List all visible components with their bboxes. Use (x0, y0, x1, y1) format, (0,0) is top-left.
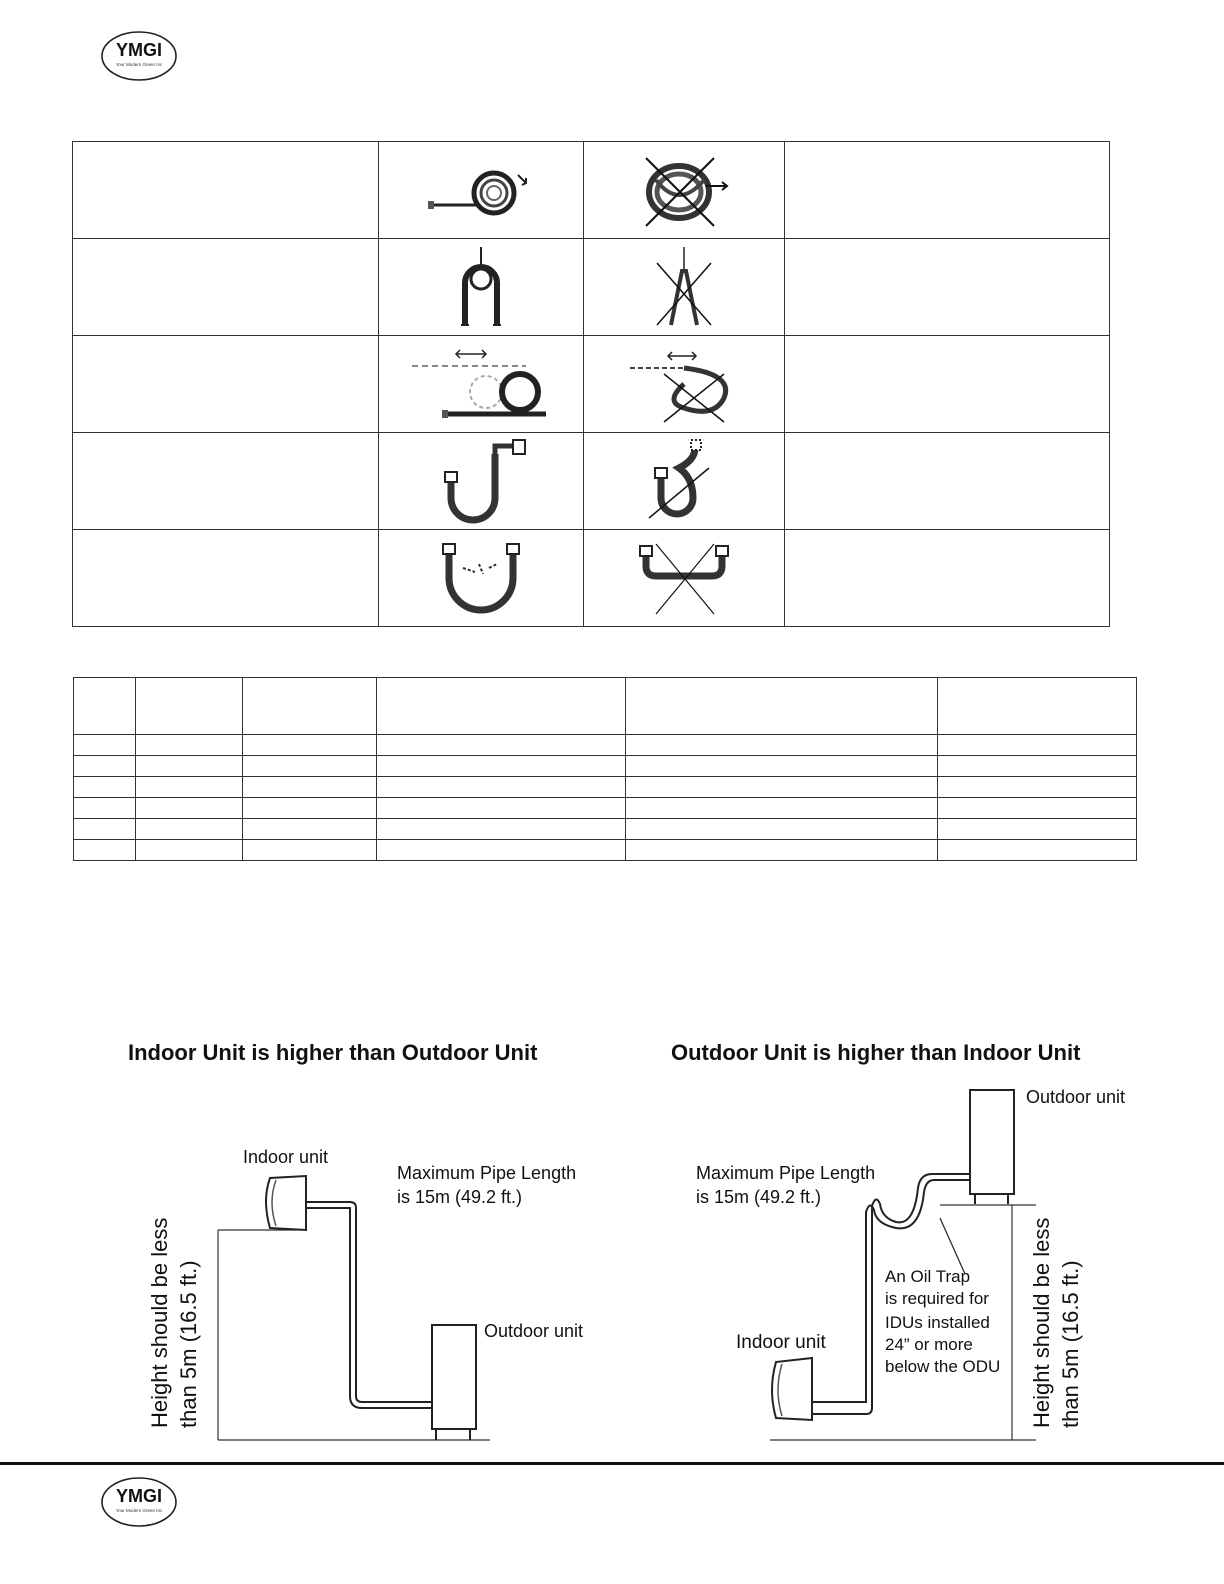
table-header-row (74, 678, 1137, 735)
right-pipe-length-line1: Maximum Pipe Length (696, 1163, 876, 1183)
correct-cell (379, 433, 584, 530)
header-cell (376, 678, 626, 735)
oil-trap-line: An Oil Trap (885, 1267, 971, 1286)
pipe-handling-table (72, 141, 1110, 627)
note-cell (784, 239, 1109, 336)
right-pipe-length-line2: is 15m (49.2 ft.) (696, 1187, 822, 1207)
pipe-u-bend-icon (431, 538, 531, 618)
header-cell (938, 678, 1137, 735)
description-cell (73, 142, 379, 239)
pipe-unroll-flat-icon (406, 344, 556, 424)
tangled-pipe-crossed-icon (634, 150, 734, 230)
logo-tagline: Your Modern Green Inc (115, 1508, 163, 1513)
coiled-pipe-icon (426, 155, 536, 225)
header-cell (135, 678, 242, 735)
note-cell (784, 142, 1109, 239)
outdoor-unit-icon (970, 1090, 1014, 1204)
note-cell (784, 433, 1109, 530)
table-row (74, 756, 1137, 777)
diagram-left-title: Indoor Unit is higher than Outdoor Unit (128, 1040, 538, 1065)
wrong-cell (584, 239, 784, 336)
description-cell (73, 239, 379, 336)
wrong-cell (584, 142, 784, 239)
table-row (73, 530, 1110, 627)
correct-cell (379, 336, 584, 433)
footer-logo (100, 1476, 178, 1528)
right-indoor-label: Indoor unit (736, 1332, 826, 1353)
diagram-right-title: Outdoor Unit is higher than Indoor Unit (671, 1040, 1081, 1065)
oil-trap-line: IDUs installed (885, 1313, 990, 1332)
pipe-flattened-crossed-icon (634, 538, 734, 618)
logo-brand: YMGI (115, 1486, 163, 1506)
table-row (74, 840, 1137, 861)
logo-brand: YMGI (115, 40, 163, 60)
table-row (73, 336, 1110, 433)
ymgi-logo-icon (100, 30, 178, 82)
left-indoor-label: Indoor unit (243, 1147, 329, 1167)
description-cell (73, 336, 379, 433)
pipe-gentle-bend-icon (431, 438, 531, 524)
oil-trap-line: 24” or more (885, 1335, 973, 1354)
table-row (73, 142, 1110, 239)
note-cell (784, 336, 1109, 433)
logo-tagline: Your Modern Green Inc (115, 62, 163, 67)
right-height-line1: Height should be less (1029, 1217, 1054, 1428)
correct-cell (379, 142, 584, 239)
correct-cell (379, 530, 584, 627)
header-logo (100, 30, 178, 82)
pipe-twisted-crossed-icon (624, 344, 744, 424)
left-outdoor-label: Outdoor unit (484, 1321, 584, 1341)
wrong-cell (584, 530, 784, 627)
description-cell (73, 433, 379, 530)
left-pipe-length-line1: Maximum Pipe Length (397, 1163, 577, 1183)
note-cell (784, 530, 1109, 627)
left-height-line2: than 5m (16.5 ft.) (176, 1260, 201, 1428)
right-height-line2: than 5m (16.5 ft.) (1058, 1260, 1083, 1428)
wrong-cell (584, 433, 784, 530)
table-row (74, 798, 1137, 819)
left-height-line1: Height should be less (147, 1217, 172, 1428)
right-outdoor-label: Outdoor unit (1026, 1087, 1126, 1107)
footer-divider (0, 1462, 1224, 1465)
outdoor-unit-icon (432, 1325, 476, 1440)
correct-cell (379, 239, 584, 336)
pipe-kinked-crossed-icon (649, 245, 719, 329)
table-row (74, 819, 1137, 840)
indoor-unit-icon (772, 1358, 812, 1420)
oil-trap-line: is required for (885, 1289, 989, 1308)
wrong-cell (584, 336, 784, 433)
table-row (74, 735, 1137, 756)
header-cell (74, 678, 136, 735)
diagram-left-drawing (0, 1060, 620, 1460)
table-row (73, 433, 1110, 530)
header-cell (242, 678, 376, 735)
diagram-right-drawing (620, 1060, 1210, 1460)
left-pipe-length-line2: is 15m (49.2 ft.) (397, 1187, 523, 1207)
oil-trap-line: below the ODU (885, 1357, 1001, 1376)
table-row (74, 777, 1137, 798)
table-row (73, 239, 1110, 336)
header-cell (626, 678, 938, 735)
ymgi-logo-icon (100, 1476, 178, 1528)
pipe-bent-over-bender-icon (451, 245, 511, 329)
description-cell (73, 530, 379, 627)
indoor-unit-icon (266, 1176, 306, 1230)
pipe-sharp-bend-crossed-icon (639, 438, 729, 524)
spec-table (73, 677, 1137, 861)
